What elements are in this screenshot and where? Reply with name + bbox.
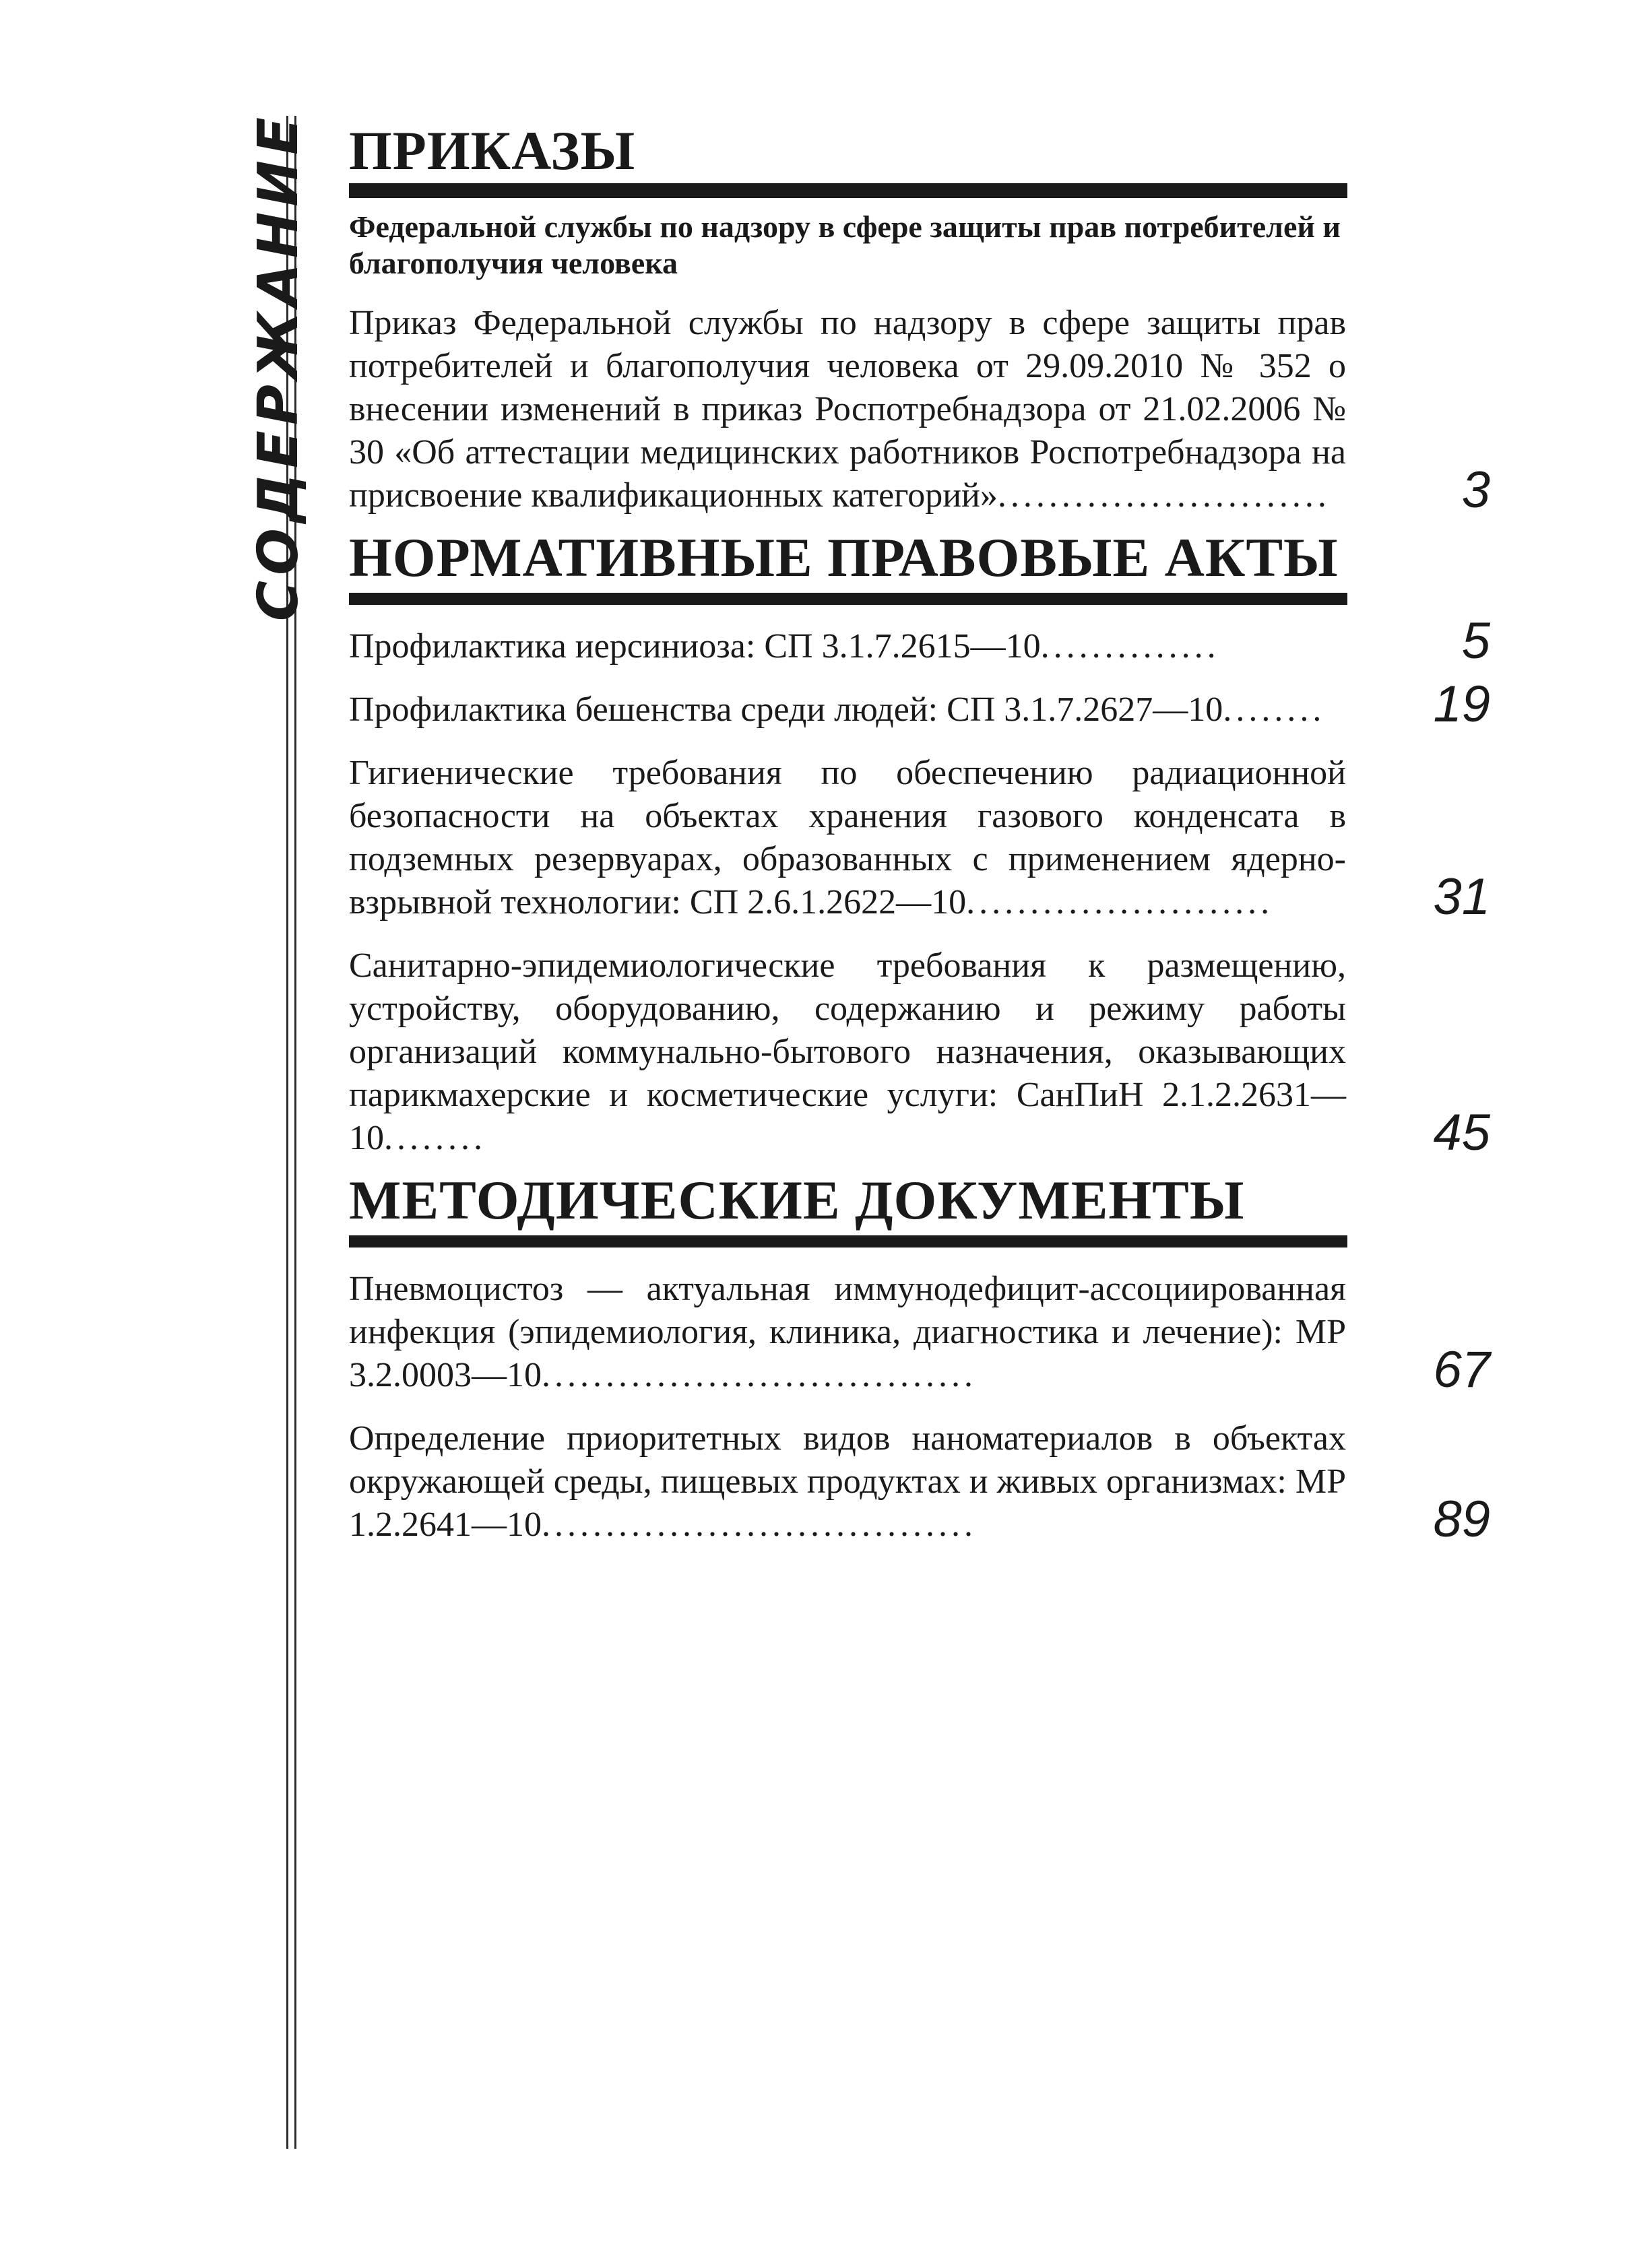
toc-entry[interactable] (349, 944, 1490, 1160)
leader-dots: .................................. (542, 1505, 977, 1544)
leader-dots: ........ (1223, 690, 1326, 729)
leader-dots: ........ (384, 1119, 486, 1157)
section-heading: НОРМАТИВНЫЕ ПРАВОВЫЕ АКТЫ (349, 527, 1339, 588)
section-orders (349, 119, 1490, 517)
toc-entry[interactable] (349, 1417, 1490, 1547)
toc-entry[interactable] (349, 752, 1490, 924)
toc-entry-text: Пневмоцистоз — актуальная иммунодефицит-ассоциированная инфекция (эпидемиология, клиника, диагностика и лечение): МР 3.2.0003—10.................................. (349, 1270, 1346, 1394)
toc-entry-page: 89 (1433, 1491, 1490, 1548)
table-of-contents (349, 119, 1490, 1555)
toc-entry-text: Определение приоритетных видов наноматериалов в объектах окружающей среды, пищевых продуктах и живых организмах: МР 1.2.2641—10.................................. (349, 1419, 1346, 1544)
toc-entry-page: 45 (1433, 1104, 1490, 1161)
side-title: СОДЕРЖАНИЕ (246, 111, 311, 622)
toc-entry-text: Приказ Федеральной службы по надзору в сфере защиты прав потребителей и благополучия человека от 29.09.2010 № 352 о внесении изменений в приказ Роспотребнадзора от 21.02.2006 № 30 «Об аттестации медицинских работников Роспотребнадзора на присвоение квалификационных категорий».......................... (349, 304, 1346, 515)
section-heading: МЕТОДИЧЕСКИЕ ДОКУМЕНТЫ (349, 1169, 1245, 1231)
toc-entry-page: 3 (1461, 461, 1490, 519)
toc-entry-page: 5 (1461, 612, 1490, 670)
leader-dots: .................................. (542, 1356, 977, 1394)
toc-entry[interactable] (349, 676, 1490, 733)
organization-title: Федеральной службы по надзору в сфере защиты прав потребителей и благополучия человека (349, 209, 1341, 280)
toc-entry-text: Профилактика иерсиниоза: СП 3.1.7.2615—10.............. (349, 627, 1220, 666)
section-regulatory-acts (349, 525, 1490, 1160)
leader-dots: .......................... (997, 476, 1331, 515)
leader-dots: ........................ (966, 883, 1274, 921)
section-divider (349, 183, 1347, 198)
section-divider (349, 593, 1347, 605)
toc-entry-page: 19 (1433, 676, 1490, 733)
toc-entry[interactable] (349, 302, 1490, 517)
toc-entry[interactable] (349, 1268, 1490, 1397)
toc-entry[interactable] (349, 612, 1490, 670)
section-methodological-documents (349, 1168, 1490, 1547)
toc-entry-page: 31 (1433, 868, 1490, 926)
section-heading: ПРИКАЗЫ (349, 120, 636, 181)
toc-entry-page: 67 (1433, 1341, 1490, 1398)
section-divider (349, 1235, 1347, 1248)
leader-dots: .............. (1040, 627, 1220, 666)
toc-entry-text: Санитарно-эпидемиологические требования к размещению, устройству, оборудованию, содержанию и режиму работы организаций коммунально-бытового назначения, оказывающих парикмахерские и косметические услуги: СанПиН 2.1.2.2631—10........ (349, 946, 1346, 1157)
toc-entry-text: Гигиенические требования по обеспечению радиационной безопасности на объектах хранения газового конденсата в подземных резервуарах, образованных с применением ядерно-взрывной технологии: СП 2.6.1.2622—10........................ (349, 754, 1346, 921)
toc-entry-text: Профилактика бешенства среди людей: СП 3.1.7.2627—10........ (349, 690, 1326, 729)
